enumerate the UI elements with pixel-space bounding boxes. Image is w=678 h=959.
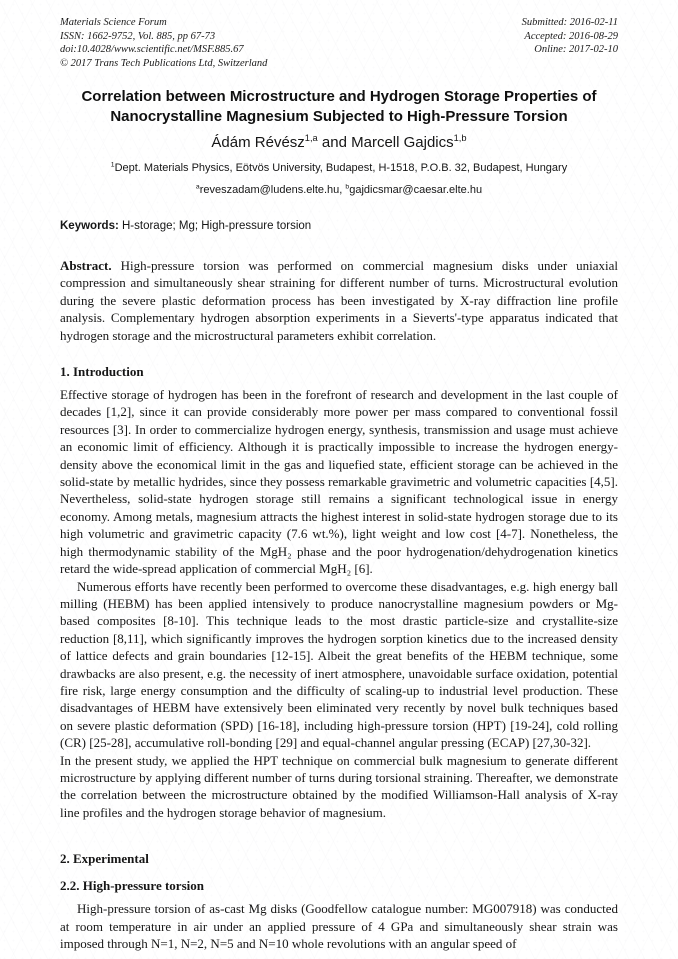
journal-copyright: © 2017 Trans Tech Publications Ltd, Switzerland bbox=[60, 57, 268, 69]
journal-doi: doi:10.4028/www.scientific.net/MSF.885.67 bbox=[60, 44, 244, 55]
paper-title: Correlation between Microstructure and Hydrogen Storage Properties of Nanocrystalline Magnesium Subjected to High-Pressure Torsion bbox=[81, 88, 597, 125]
author-2-name: Marcell Gajdics bbox=[351, 134, 454, 151]
keywords-label: Keywords: bbox=[60, 220, 119, 232]
emails-line bbox=[60, 183, 618, 198]
page-content bbox=[60, 16, 618, 952]
submission-dates-block bbox=[522, 16, 618, 70]
accepted-date: Accepted: 2016-08-29 bbox=[524, 30, 618, 42]
affiliation-text: Dept. Materials Physics, Eötvös University, Budapest, H-1518, P.O.B. 32, Budapest, Hungary bbox=[114, 162, 568, 174]
author-2-superscript: 1,b bbox=[453, 133, 467, 143]
subsection-heading-hpt: 2.2. High-pressure torsion bbox=[60, 878, 204, 894]
abstract-paragraph bbox=[60, 257, 618, 344]
section-heading-introduction: 1. Introduction bbox=[60, 364, 144, 380]
affiliation-line bbox=[60, 161, 618, 176]
author-1-superscript: 1,a bbox=[304, 133, 318, 143]
keywords-text: H-storage; Mg; High-pressure torsion bbox=[118, 220, 312, 232]
email-1-superscript: a bbox=[195, 183, 200, 191]
journal-name: Materials Science Forum bbox=[60, 17, 167, 28]
author-1-name: Ádám Révész bbox=[211, 134, 305, 151]
journal-info-block bbox=[60, 16, 267, 70]
introduction-paragraph-2: Numerous efforts have recently been performed to overcome these disadvantages, e.g. high energy ball milling (HEBM) has been applied intensively to produce nanocrystalline magnesium powders or Mg-based composites [8-10]. This technique leads to the most drastic particle-size and crystallite-size reduction [8,11], which significantly improves the hydrogen sorption kinetics due to the increased density of lattice defects and grain boundaries [12-15]. Albeit the great benefits of the HEBM technique, some drawbacks are also present, e.g. the necessity of inert atmosphere, unavoidable surface oxidation, potential fire risk, large energy consumption and the difficulty of scaling-up to industrial level production. These disadvantages of HEBM have extensively been eliminated very recently by novel bulk techniques based on severe plastic deformation (SPD) [16-18], including high-pressure torsion (HPT) [19-24], cold rolling (CR) [25-28], accumulative roll-bonding [29] and equal-channel angular pressing (ECAP) [27,30-32]. bbox=[60, 578, 618, 751]
abstract-label: Abstract. bbox=[60, 258, 112, 273]
introduction-paragraph-3: In the present study, we applied the HPT technique on commercial bulk magnesium to generate different microstructure by applying different number of turns during torsional straining. Thereafter, we demonstrate the correlation between the microstructure obtained by the modified Williamson-Hall analysis of X-ray line profiles and the hydrogen storage behavior of magnesium. bbox=[60, 752, 618, 820]
journal-masthead bbox=[60, 16, 618, 70]
introduction-paragraph-1: Effective storage of hydrogen has been in the forefront of research and development in the last couple of decades [1,2], since it can provide considerably more power per mass compared to conventional fossil resources [3]. In order to commercialize hydrogen energy, synthesis, transmission and usage must achieve an economic limit of efficiency. Although it is practically impossible to increase the hydrogen energy-density above the economical limit in the gas and liquefied state, efficient storage can be achieved in the solid-state by metallic hydrides, since they possess remarkable gravimetric and volumetric capacities [4,5]. Nevertheless, solid-state hydrogen storage still remains a significant technological issue in energy economy. Among metals, magnesium attracts the highest interest in solid-state hydrogen storage due to its high volumetric and gravimetric capacity (7.6 wt.%), light weight and low cost [4-7]. Nonetheless, the high thermodynamic stability of the MgH₂ phase and the poor hydrogenation/dehydrogenation kinetics retard the wide-spread application of commercial MgH₂ [6]. bbox=[60, 387, 618, 577]
affiliation-superscript: 1 bbox=[110, 161, 115, 169]
authors-line bbox=[60, 132, 618, 153]
submitted-date: Submitted: 2016-02-11 bbox=[521, 17, 618, 28]
section-heading-experimental: 2. Experimental bbox=[60, 851, 149, 867]
email-2-address: gajdicsmar@caesar.elte.hu bbox=[349, 184, 483, 196]
email-2-superscript: b bbox=[345, 183, 350, 191]
online-date: Online: 2017-02-10 bbox=[534, 44, 618, 55]
authors-connector: and bbox=[317, 134, 352, 151]
keywords-line bbox=[60, 219, 618, 234]
email-1-address: reveszadam@ludens.elte.hu, bbox=[199, 184, 346, 196]
experimental-paragraph-1: High-pressure torsion of as-cast Mg disks (Goodfellow catalogue number: MG007918) was conducted at room temperature in air under an applied pressure of 4 GPa and simultaneously shear strain was imposed through N=1, N=2, N=5 and N=10 whole revolutions with an angular speed of bbox=[60, 901, 618, 951]
abstract-text: High-pressure torsion was performed on commercial magnesium disks under uniaxial compression and simultaneously shear straining for different number of turns. Microstructural evolution during the severe plastic deformation process has been investigated by X-ray diffraction line profile analysis. Complementary hydrogen absorption experiments in a Sieverts'-type apparatus indicated that hydrogen storage and the microstructural parameters exhibit correlation. bbox=[60, 258, 619, 343]
journal-issn-volume: ISSN: 1662-9752, Vol. 885, pp 67-73 bbox=[60, 30, 216, 42]
